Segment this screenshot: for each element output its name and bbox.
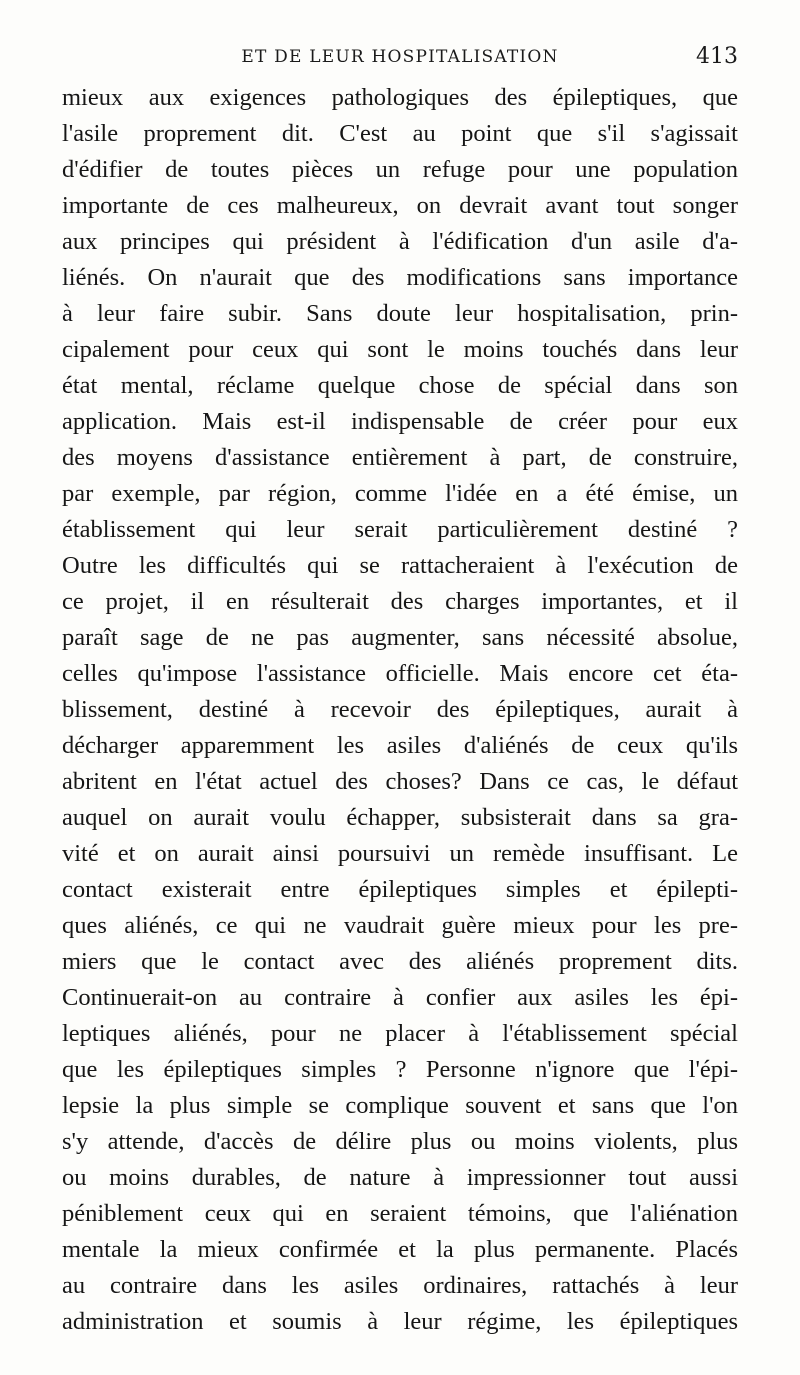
text-line: péniblement ceux qui en seraient témoins, que l'aliénation (62, 1200, 738, 1227)
text-line: abritent en l'état actuel des choses? Dans ce cas, le défaut (62, 768, 738, 795)
text-line: importante de ces malheureux, on devrait avant tout songer (62, 192, 738, 219)
text-line: que les épileptiques simples ? Personne n'ignore que l'épi- (62, 1056, 738, 1083)
text-line: ques aliénés, ce qui ne vaudrait guère mieux pour les pre- (62, 912, 738, 939)
text-line: application. Mais est-il indispensable de créer pour eux (62, 408, 738, 435)
text-line: liénés. On n'aurait que des modifications sans importance (62, 264, 738, 291)
text-line: cipalement pour ceux qui sont le moins touchés dans leur (62, 336, 738, 363)
text-line: par exemple, par région, comme l'idée en a été émise, un (62, 480, 738, 507)
text-line: lepsie la plus simple se complique souvent et sans que l'on (62, 1092, 738, 1119)
text-line: celles qu'impose l'assistance officielle. Mais encore cet éta- (62, 660, 738, 687)
text-line: vité et on aurait ainsi poursuivi un remède insuffisant. Le (62, 840, 738, 867)
text-line: s'y attende, d'accès de délire plus ou moins violents, plus (62, 1128, 738, 1155)
running-head-title: ET DE LEUR HOSPITALISATION (241, 47, 559, 67)
text-line: leptiques aliénés, pour ne placer à l'établissement spécial (62, 1020, 738, 1047)
text-line: Continuerait-on au contraire à confier aux asiles les épi- (62, 984, 738, 1011)
text-line: état mental, réclame quelque chose de spécial dans son (62, 372, 738, 399)
page-number: 413 (696, 44, 738, 69)
text-line: mentale la mieux confirmée et la plus permanente. Placés (62, 1236, 738, 1263)
text-line: mieux aux exigences pathologiques des épileptiques, que (62, 84, 738, 111)
text-line: contact existerait entre épileptiques simples et épilepti- (62, 876, 738, 903)
text-line: auquel on aurait voulu échapper, subsisterait dans sa gra- (62, 804, 738, 831)
running-head (62, 40, 738, 74)
text-line: ce projet, il en résulterait des charges importantes, et il (62, 588, 738, 615)
text-line: aux principes qui président à l'édification d'un asile d'a- (62, 228, 738, 255)
body-text (62, 80, 738, 1340)
text-line: établissement qui leur serait particulièrement destiné ? (62, 516, 738, 543)
text-line: à leur faire subir. Sans doute leur hospitalisation, prin- (62, 300, 738, 327)
text-line: d'édifier de toutes pièces un refuge pour une population (62, 156, 738, 183)
text-line: blissement, destiné à recevoir des épileptiques, aurait à (62, 696, 738, 723)
text-line: miers que le contact avec des aliénés proprement dits. (62, 948, 738, 975)
text-line: ou moins durables, de nature à impressionner tout aussi (62, 1164, 738, 1191)
text-line: Outre les difficultés qui se rattacheraient à l'exécution de (62, 552, 738, 579)
text-line: administration et soumis à leur régime, les épileptiques (62, 1308, 738, 1335)
text-line: décharger apparemment les asiles d'aliénés de ceux qu'ils (62, 732, 738, 759)
text-line: paraît sage de ne pas augmenter, sans nécessité absolue, (62, 624, 738, 651)
text-line: au contraire dans les asiles ordinaires, rattachés à leur (62, 1272, 738, 1299)
text-line: des moyens d'assistance entièrement à part, de construire, (62, 444, 738, 471)
text-line: l'asile proprement dit. C'est au point que s'il s'agissait (62, 120, 738, 147)
